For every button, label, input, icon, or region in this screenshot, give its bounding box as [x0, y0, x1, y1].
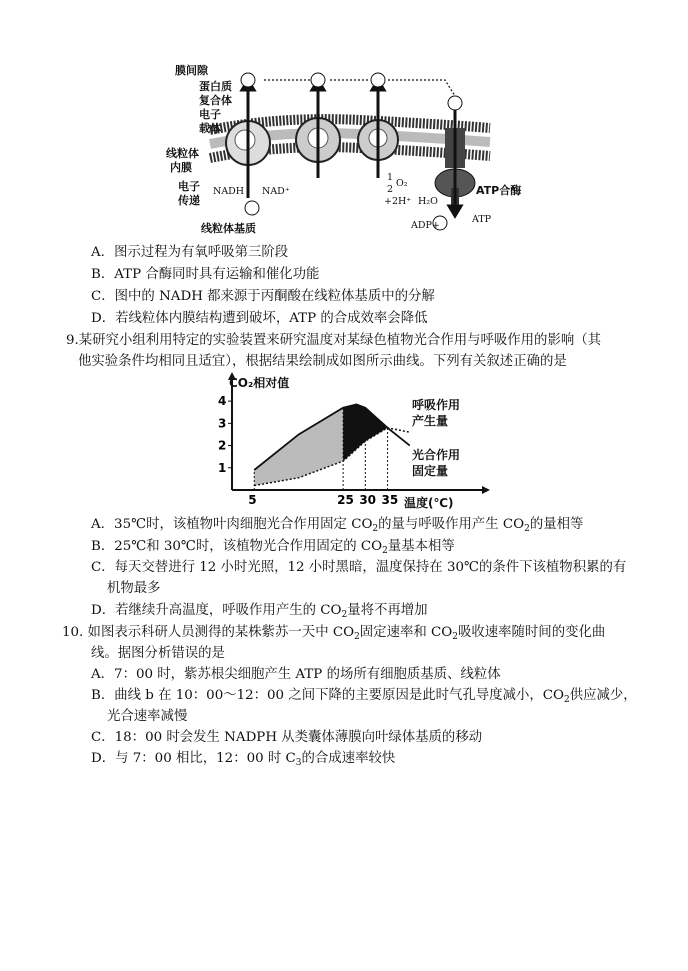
q10-option-c: C．18：00 时会发生 NADPH 从类囊体薄膜向叶绿体基质的移动	[91, 730, 483, 745]
q8-option-d-letter: D．	[91, 311, 116, 326]
q8-option-a	[91, 243, 288, 263]
q9-option-b-part2: 量基本相等	[387, 539, 455, 554]
q9-option-d-part2: 量将不再增加	[347, 603, 428, 618]
chart-xtick-label-5: 5	[248, 493, 257, 507]
chart-xtick-label-30: 30	[359, 493, 377, 507]
label-matrix: 线粒体基质	[201, 222, 256, 235]
q10-stem-part3: 吸收速率随时间的变化曲	[457, 625, 606, 640]
q10-option-b-part1: B．曲线 b 在 10：00～12：00 之间下降的主要原因是此时气孔导度减小，CO	[91, 688, 564, 703]
q9-option-a-part2: 的量与呼吸作用产生 CO	[378, 517, 525, 532]
chart-legend-resp-2: 产生量	[412, 414, 449, 428]
q9-option-a-sub1: 2	[372, 524, 379, 534]
chart-legend-resp-1: 呼吸作用	[412, 398, 461, 412]
q10-stem-sub1: 2	[354, 632, 360, 642]
label-protein-complex-1: 蛋白质	[199, 80, 232, 93]
label-protein-complex-2: 复合体	[199, 94, 232, 107]
q9-option-a-part1: A．35℃时，该植物叶肉细胞光合作用固定 CO	[91, 517, 373, 532]
q9-option-a	[91, 515, 583, 539]
label-water: H₂O	[418, 196, 438, 207]
label-e-carrier-1: 电子	[199, 108, 221, 121]
label-nad-plus: NAD⁺	[262, 186, 290, 197]
chart-x-arrow	[482, 486, 490, 494]
label-adp: ADP+	[411, 220, 440, 231]
label-inner-membrane-1: 线粒体	[166, 147, 199, 160]
label-intermembrane: 膜间隙	[175, 64, 208, 77]
q9-option-b-sub: 2	[382, 546, 388, 556]
label-e-carrier-2: 载体	[199, 122, 221, 135]
chart-ytick-label-3: 3	[218, 416, 227, 431]
q10-option-d	[91, 749, 395, 773]
label-atp-synthase: ATP合酶	[476, 184, 522, 197]
q10-option-b-sub: 2	[563, 695, 570, 705]
q8-option-c	[91, 287, 435, 307]
label-half-num: 1	[387, 172, 394, 183]
chart-area-light	[254, 408, 343, 486]
q9-chart	[210, 372, 500, 512]
chart-xlabel: 温度(℃)	[404, 496, 454, 510]
label-nadh: NADH	[213, 186, 245, 197]
label-e-transfer-1: 电子	[178, 180, 200, 193]
q10-option-a: A．7：00 时，紫苏根尖细胞产生 ATP 的场所有细胞质基质、线粒体	[91, 667, 501, 682]
q9-option-a-sub2: 2	[524, 524, 530, 534]
q9-stem-line2: 他实验条件均相同且适宜），根据结果绘制成如图所示曲线。下列有关叙述正确的是	[78, 354, 567, 369]
q10-option-d-part1: D．与 7：00 相比，12：00 时 C	[91, 751, 296, 766]
q10-option-d-sub: 3	[295, 758, 302, 768]
q9-option-d	[91, 601, 428, 625]
chart-legend-photo-2: 固定量	[412, 464, 449, 478]
q10-stem-part2: 固定速率和 CO	[359, 625, 453, 640]
q10-option-b-part2: 供应减少，	[569, 688, 637, 703]
q10-option-b-line2: 光合速率减慢	[107, 709, 188, 724]
q9-option-a-part3: 的量相等	[529, 517, 584, 532]
q8-option-a-letter: A．	[91, 245, 115, 260]
q10-stem-line2: 线。据图分析错误的是	[91, 646, 225, 661]
chart-ytick-label-1: 1	[218, 460, 227, 475]
q8-option-c-letter: C．	[91, 289, 115, 304]
q10-option-d-part2: 的合成速率较快	[301, 751, 396, 766]
label-atp: ATP	[472, 214, 492, 225]
chart-xtick-label-35: 35	[381, 493, 399, 507]
q9-option-d-part1: D．若继续升高温度，呼吸作用产生的 CO	[91, 603, 342, 618]
q9-option-c-line2: 机物最多	[107, 581, 161, 596]
chart-legend-photo-1: 光合作用	[412, 448, 461, 462]
label-plus2h: +2H⁺	[384, 196, 412, 207]
q9-option-d-sub: 2	[341, 610, 348, 620]
chart-ytick-label-2: 2	[218, 438, 227, 453]
electron-path	[264, 80, 455, 96]
q8-option-c-text: 图中的 NADH 都来源于丙酮酸在线粒体基质中的分解	[114, 289, 435, 304]
q10-stem-part1: 10. 如图表示科研人员测得的某株紫苏一天中 CO	[62, 625, 355, 640]
q8-option-b-letter: B．	[91, 267, 115, 282]
q9-option-b-part1: B．25℃和 30℃时，该植物光合作用固定的 CO	[91, 539, 383, 554]
label-o2: O₂	[396, 178, 408, 189]
q9-stem-line1: 9.某研究小组利用特定的实验装置来研究温度对某绿色植物光合作用与呼吸作用的影响（其	[66, 333, 602, 348]
q8-option-d	[91, 309, 427, 329]
label-inner-membrane-2: 内膜	[170, 161, 192, 174]
label-e-transfer-2: 传递	[178, 194, 200, 207]
chart-ytick-label-4: 4	[218, 394, 227, 409]
q8-option-b	[91, 265, 319, 285]
q8-option-b-text: ATP 合酶同时具有运输和催化功能	[114, 267, 320, 282]
label-half-den: 2	[387, 184, 394, 195]
q8-option-d-text: 若线粒体内膜结构遭到破坏，ATP 的合成效率会降低	[115, 311, 428, 326]
chart-ylabel: CO₂相对值	[229, 376, 290, 390]
q10-stem-sub2: 2	[452, 632, 458, 642]
chart-xtick-label-25: 25	[337, 493, 354, 507]
q8-option-a-text: 图示过程为有氧呼吸第三阶段	[114, 245, 289, 260]
q9-option-c-line1: C．每天交替进行 12 小时光照，12 小时黑暗，温度保持在 30℃的条件下该植物积累的有	[91, 560, 627, 575]
q9-chart-svg	[210, 372, 500, 512]
